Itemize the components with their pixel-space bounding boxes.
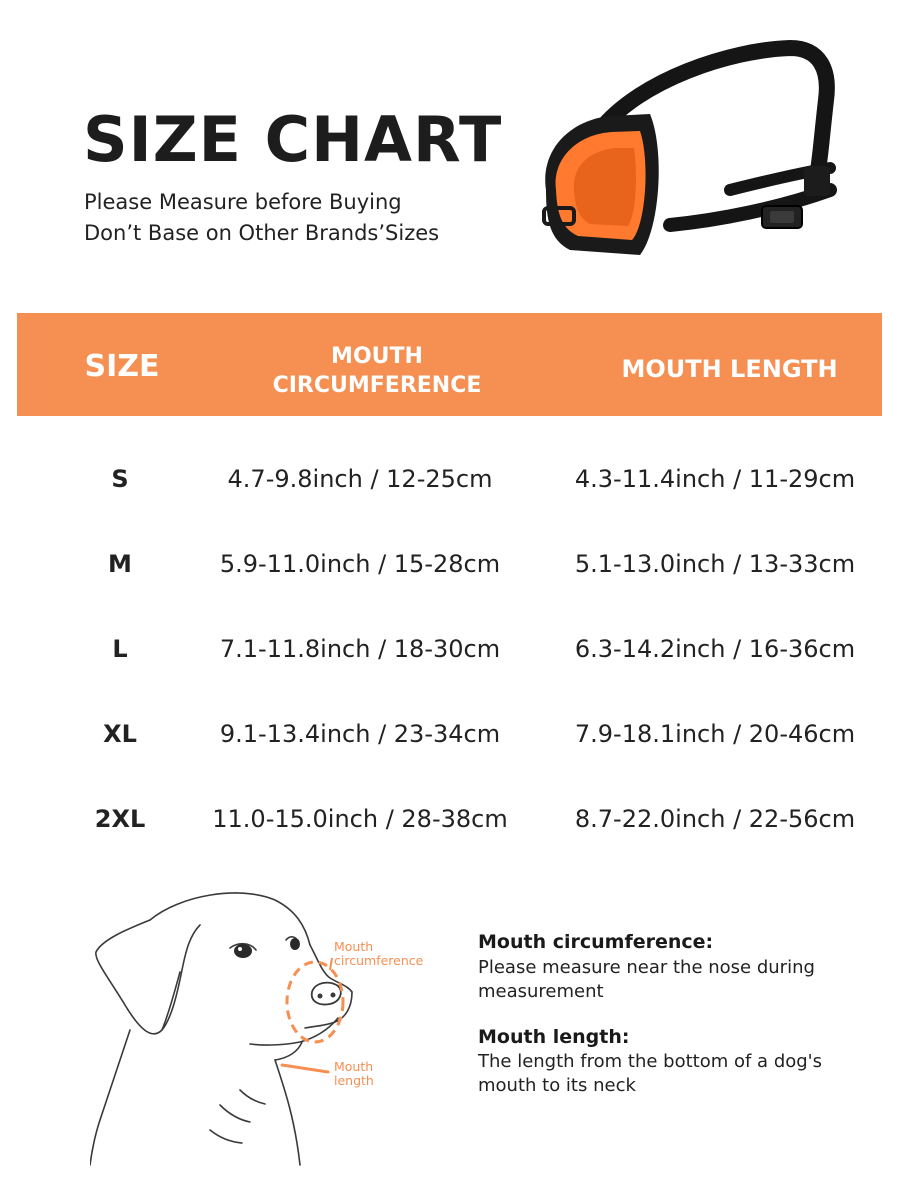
diagram-label-length-line2: length	[334, 1073, 374, 1088]
row-size: L	[112, 635, 128, 663]
header-circumference-line1: MOUTH	[331, 344, 423, 369]
row-size: S	[111, 465, 129, 493]
note-circumference-text-2: measurement	[478, 981, 604, 1002]
row-length: 4.3-11.4inch / 11-29cm	[574, 465, 856, 493]
header-mouth-circumference	[232, 342, 522, 400]
row-length: 8.7-22.0inch / 22-56cm	[574, 805, 856, 833]
note-length-text-1: The length from the bottom of a dog's	[478, 1051, 823, 1072]
diagram-label-circumference-line2: circumference	[334, 953, 424, 968]
row-length: 5.1-13.0inch / 13-33cm	[574, 550, 856, 578]
note-circumference-title: Mouth circumference:	[478, 931, 714, 953]
row-circumference: 9.1-13.4inch / 23-34cm	[219, 720, 501, 748]
header-size: SIZE	[84, 349, 160, 384]
note-circumference-text-1: Please measure near the nose during	[478, 957, 815, 978]
row-size: 2XL	[94, 805, 146, 833]
note-length-text-2: mouth to its neck	[478, 1075, 636, 1096]
header-circumference-line2: CIRCUMFERENCE	[272, 373, 482, 398]
page-title: SIZE CHART	[83, 103, 503, 176]
table-row	[0, 629, 900, 669]
row-length: 6.3-14.2inch / 16-36cm	[574, 635, 856, 663]
header-mouth-length: MOUTH LENGTH	[621, 355, 838, 383]
note-length-title: Mouth length:	[478, 1026, 630, 1048]
diagram-label-circumference-line1: Mouth	[334, 939, 374, 954]
subtitle-line-1: Please Measure before Buying	[84, 190, 402, 214]
row-circumference: 4.7-9.8inch / 12-25cm	[227, 465, 493, 493]
row-circumference: 5.9-11.0inch / 15-28cm	[219, 550, 501, 578]
table-row	[0, 799, 900, 839]
table-row	[0, 714, 900, 754]
diagram-label-length-line1: Mouth	[334, 1059, 374, 1074]
row-length: 7.9-18.1inch / 20-46cm	[574, 720, 856, 748]
table-header	[17, 313, 882, 416]
muzzle-product-image	[530, 40, 850, 270]
dog-head-diagram	[90, 880, 450, 1170]
row-size: XL	[103, 720, 137, 748]
table-row	[0, 459, 900, 499]
table-row	[0, 544, 900, 584]
row-circumference: 7.1-11.8inch / 18-30cm	[219, 635, 501, 663]
row-circumference: 11.0-15.0inch / 28-38cm	[212, 805, 508, 833]
row-size: M	[108, 550, 132, 578]
subtitle-line-2: Don’t Base on Other Brands’Sizes	[84, 221, 440, 245]
